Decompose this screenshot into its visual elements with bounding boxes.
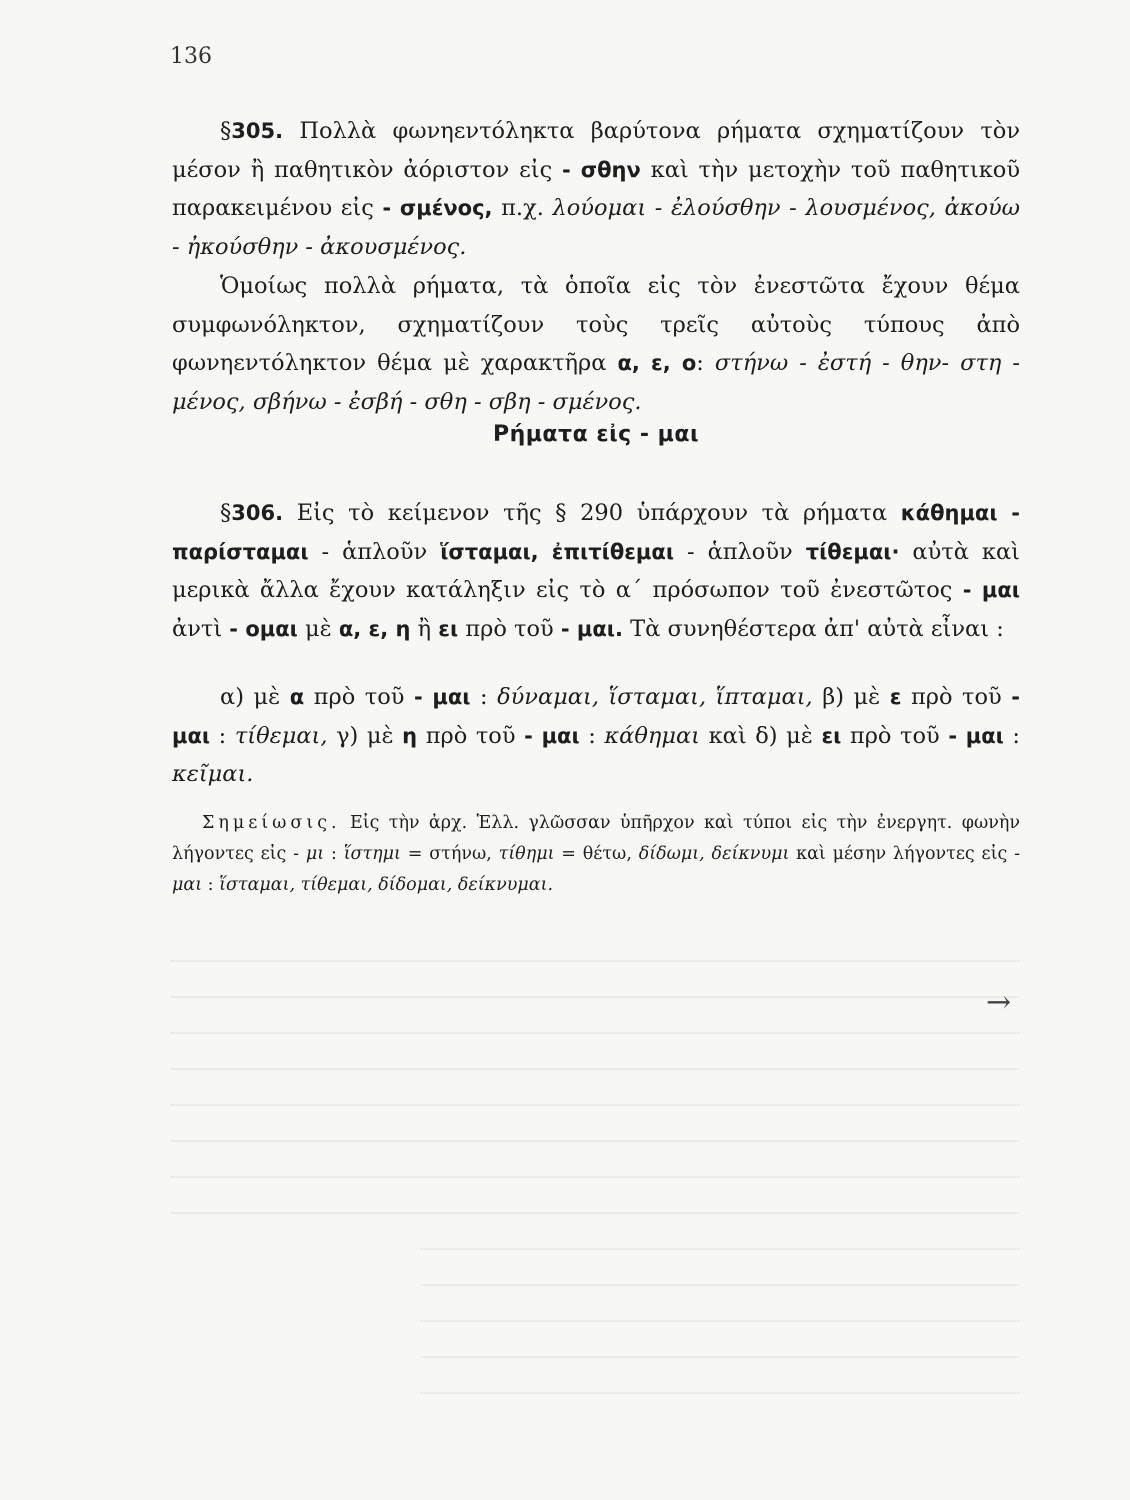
verb-list: α) μὲ α πρὸ τοῦ - μαι : δύναμαι, ἵσταμαι, ἵπταμαι, β) μὲ ε πρὸ τοῦ - μαι : τίθεμαι, γ) μὲ η πρὸ τοῦ - μαι : κάθημαι καὶ δ) μὲ ει πρὸ τοῦ - μαι : κεῖμαι.: [172, 684, 1021, 787]
section-306: §306. Εἰς τὸ κείμενον τῆς § 290 ὑπάρχουν τὰ ρήματα κάθημαι - παρίσταμαι - ἁπλοῦν ἵσταμαι, ἐπιτίθεμαι - ἁπλοῦν τίθεμαι· αὐτὰ καὶ μερικὰ ἄλλα ἔχουν κατάληξιν εἰς τὸ α΄ πρόσωπον τοῦ ἐνεστῶτος - μαι ἀντὶ - ομαι μὲ α, ε, η ἢ ει πρὸ τοῦ - μαι. Τὰ συνηθέστερα ἀπ' αὐτὰ εἶναι :: [172, 500, 1021, 642]
section-number: 306.: [231, 501, 284, 525]
section-305-continuation: Ὁμοίως πολλὰ ρήματα, τὰ ὁποῖα εἰς τὸν ἐνεστῶτα ἔχουν θέμα συμφωνόληκτον, σχηματίζουν τοὺς τρεῖς αὐτοὺς τύπους ἀπὸ φωνηεντόληκτον θέμα μὲ χαρακτῆρα α, ε, ο: στήνω - ἐστή - θην- στη - μένος, σβήνω - ἐσβή - σθη - σβη - σμένος.: [172, 273, 1020, 415]
section-305: §305. Πολλὰ φωνηεντόληκτα βαρύτονα ρήματα σχηματίζουν τὸν μέσον ἢ παθητικὸν ἀόριστον εἰς - σθην καὶ τὴν μετοχὴν τοῦ παθητικοῦ παρακειμένου εἰς - σμένος, π.χ. λούομαι - ἐλούσθην - λουσμένος, ἀκούω - ἠκούσθην - ἀκουσμένος.: [172, 118, 1021, 260]
page-number: 136: [170, 44, 212, 69]
continue-arrow-icon: →: [986, 985, 1012, 1020]
section-mark: §: [220, 118, 232, 144]
section-number: 305.: [231, 119, 284, 143]
footnote-label: Σημείωσις.: [202, 813, 341, 833]
section-heading: Ρήματα εἰς - μαι: [492, 422, 700, 447]
section-mark: §: [220, 500, 232, 526]
footnote: Σημείωσις. Εἰς τὴν ἀρχ. Ἑλλ. γλῶσσαν ὑπῆρχον καὶ τύποι εἰς τὴν ἐνεργητ. φωνὴν λήγοντες εἰς - μι : ἵστημι = στήνω, τίθημι = θέτω, δίδωμι, δείκνυμι καὶ μέσην λήγοντες εἰς - μαι : ἵσταμαι, τίθεμαι, δίδομαι, δείκνυμαι.: [172, 813, 1020, 895]
